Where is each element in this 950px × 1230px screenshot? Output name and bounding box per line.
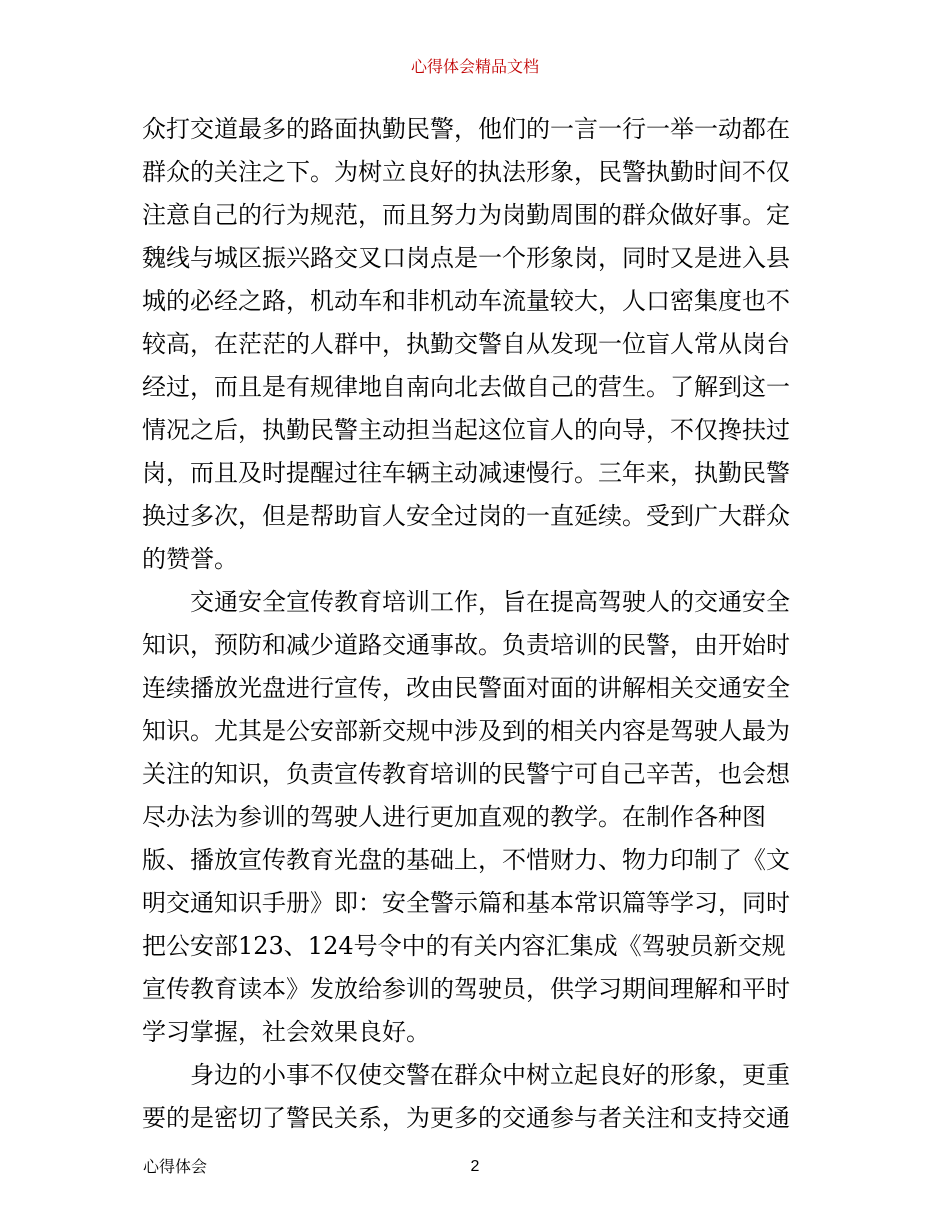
- text-line: 情况之后，执勤民警主动担当起这位盲人的向导，不仅搀扶过: [142, 416, 790, 444]
- text-line: 众打交道最多的路面执勤民警，他们的一言一行一举一动都在: [142, 115, 790, 143]
- text-line: 较高，在茫茫的人群中，执勤交警自从发现一位盲人常从岗台: [142, 330, 790, 358]
- text-line: 连续播放光盘进行宣传，改由民警面对面的讲解相关交通安全: [142, 674, 790, 702]
- text-line: 学习掌握，社会效果良好。: [142, 1018, 430, 1046]
- text-line: 明交通知识手册》即：安全警示篇和基本常识篇等学习，同时: [142, 889, 790, 917]
- text-line: 群众的关注之下。为树立良好的执法形象，民警执勤时间不仅: [142, 158, 790, 186]
- text-line: 关注的知识，负责宣传教育培训的民警宁可自己辛苦，也会想: [142, 760, 790, 788]
- text-line: 知识。尤其是公安部新交规中涉及到的相关内容是驾驶人最为: [142, 717, 790, 745]
- text-line: 魏线与城区振兴路交叉口岗点是一个形象岗，同时又是进入县: [142, 244, 790, 272]
- page-number: 2: [470, 1158, 480, 1175]
- text-line: 尽办法为参训的驾驶人进行更加直观的教学。在制作各种图: [142, 803, 766, 831]
- text-line: 岗，而且及时提醒过往车辆主动减速慢行。三年来，执勤民警: [142, 459, 790, 487]
- text-line: 的赞誉。: [142, 545, 238, 573]
- text-line: 交通安全宣传教育培训工作，旨在提高驾驶人的交通安全: [142, 588, 790, 616]
- text-line: 经过，而且是有规律地自南向北去做自己的营生。了解到这一: [142, 373, 790, 401]
- text-line: 把公安部123、124号令中的有关内容汇集成《驾驶员新交规: [142, 932, 786, 960]
- text-line: 身边的小事不仅使交警在群众中树立起良好的形象，更重: [142, 1061, 790, 1089]
- text-line: 注意自己的行为规范，而且努力为岗勤周围的群众做好事。定: [142, 201, 790, 229]
- document-body: [142, 108, 812, 1140]
- page-header-title: 心得体会精品文档: [410, 57, 539, 76]
- page-footer-label: 心得体会: [143, 1157, 208, 1176]
- text-line: 要的是密切了警民关系，为更多的交通参与者关注和支持交通: [142, 1104, 790, 1132]
- text-line: 宣传教育读本》发放给参训的驾驶员，供学习期间理解和平时: [142, 975, 790, 1003]
- text-line: 换过多次，但是帮助盲人安全过岗的一直延续。受到广大群众: [142, 502, 790, 530]
- text-line: 知识，预防和减少道路交通事故。负责培训的民警，由开始时: [142, 631, 790, 659]
- text-line: 城的必经之路，机动车和非机动车流量较大，人口密集度也不: [142, 287, 790, 315]
- text-line: 版、播放宣传教育光盘的基础上，不惜财力、物力印制了《文: [142, 846, 790, 874]
